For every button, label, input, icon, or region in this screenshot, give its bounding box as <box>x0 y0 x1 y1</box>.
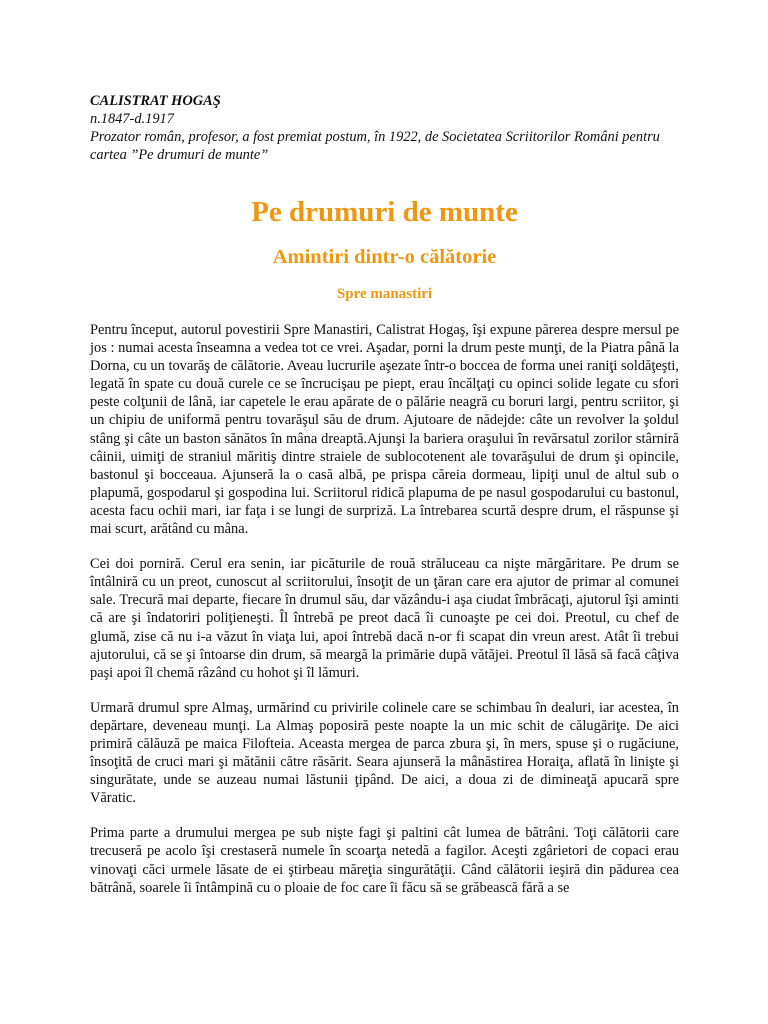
paragraph-1: Pentru început, autorul povestirii Spre Manastiri, Calistrat Hogaş, îşi expune părerea despre mersul pe jos : numai acesta înseamna a vedea tot ce vrei. Aşadar, porni la drum peste munţi, de la Piatra până la Dorna, cu un tovarăş de călătorie. Aveau lucrurile aşezate într-o boccea de forma unei raniţi soldăţeşti, legată în spate cu două curele ce se încrucişau pe piept, erau încălţaţi cu opinci solide legate cu sfori peste colţunii de lână, iar capetele le erau apărate de o pălărie neagră cu boruri largi, pentru scriitor, şi un chipiu de uniformă pentru tovarăşul său de drum. Ajutoare de nădejde: câte un revolver la şoldul stâng şi câte un baston sănătos în mâna dreaptă.Ajunşi la bariera oraşului în revărsatul zorilor stârniră câinii, uimiţi de straniul măritiş dintre straiele de sublocotenent ale tovarăşului de drum şi opincile, bastonul şi bocceaua. Ajunseră la o casă albă, pe prispa căreia dormeau, lipiţi unul de altul sub o plapumă, gospodarul şi gospodina lui. Scriitorul ridică plapuma de pe nasul gospodarului cu bastonul, acesta facu ochii mari, iar faţa i se lungi de surpriză. La întrebarea scurtă despre drum, el răspunse şi mai scurt, arătând cu mâna. <box>90 322 679 538</box>
section-heading: Spre manastiri <box>336 286 433 302</box>
document-subtitle: Amintiri dintr-o călătorie <box>272 246 497 268</box>
author-name: CALISTRAT HOGAŞ <box>90 93 221 109</box>
author-dates: n.1847-d.1917 <box>90 111 174 127</box>
paragraph-4: Prima parte a drumului mergea pe sub nişte fagi şi paltini cât lumea de bătrâni. Toţi călătorii care trecuseră pe acolo îşi crestaseră numele în scoarţa netedă a fagilor. Aceşti zgârietori de copaci erau vinovaţi căci urmele lăsate de ei ştirbeau măreţia singurătăţii. Când călătorii ieşiră din pădurea cea bătrână, soarele îi întâmpină cu o ploaie de foc care îi făcu să se grăbească fără a se <box>90 825 679 896</box>
paragraph-3: Urmară drumul spre Almaş, urmărind cu privirile colinele care se schimbau în dealuri, iar acestea, în depărtare, deveneau munţi. La Almaş poposiră peste noapte la un mic schit de călugăriţe. De aici primiră călăuză pe maica Filofteia. Aceasta mergea de parca zbura şi, în mers, spuse şi o rugăciune, însoţită de cruci mari şi mătănii către răsărit. Seara ajunseră la mânăstirea Horaiţa, aflată în linişte şi singurătate, unde se auzeau numai lăstunii ţipând. De aici, a doua zi de dimineaţă apucară spre Văratic. <box>90 699 679 807</box>
document-page <box>90 92 679 897</box>
author-block <box>90 92 679 164</box>
document-title: Pe drumuri de munte <box>251 196 518 228</box>
author-bio: Prozator român, profesor, a fost premiat postum, în 1922, de Societatea Scriitorilor Români pentru cartea ”Pe drumuri de munte” <box>90 129 660 163</box>
paragraph-2: Cei doi porniră. Cerul era senin, iar picăturile de rouă străluceau ca nişte mărgăritare. Pe drum se întâlniră cu un preot, cunoscut al scriitorului, însoţit de un ţăran care era ajutor de primar al comunei sale. Trecură mai departe, fiecare în drumul său, dar văzându-i aşa ciudat îmbrăcaţi, ajutorul îşi aminti că are şi îndatoriri poliţieneşti. Îl întrebă pe preot dacă îi cunoaşte pe cei doi. Preotul, cu chef de glumă, zise că nu i-a văzut în viaţa lui, apoi întrebă dacă n-or fi scapat din vreun arest. Atât îi trebui ajutorului, că se şi întoarse din drum, să meargă la primărie după vătăjei. Preotul îl lăsă să facă câţiva paşi apoi îl chemă râzând cu hohot şi îl lămuri. <box>90 556 679 681</box>
